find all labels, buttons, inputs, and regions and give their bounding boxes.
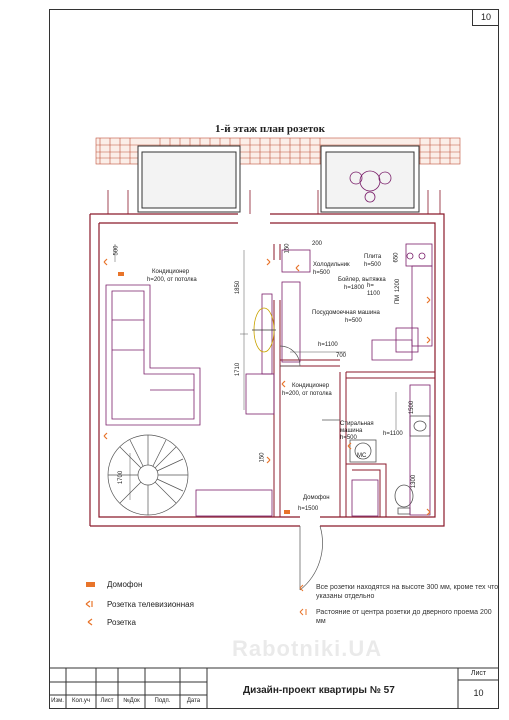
note-socket-height: Все розетки находятся на высоте 300 мм, кроме тех что указаны отдельно bbox=[316, 584, 499, 600]
ac-center-height: h=200, от потолка bbox=[282, 391, 332, 397]
dim-700: 700 bbox=[336, 353, 347, 359]
dim-1200: 1200 bbox=[395, 278, 402, 293]
tv-socket-icon bbox=[86, 601, 92, 607]
kitchen-h1100: h=1100 bbox=[318, 342, 338, 348]
ac-left-label: Кондиционер bbox=[152, 269, 190, 275]
legend-tv-socket-label: Розетка телевизионная bbox=[107, 600, 194, 609]
socket-marks bbox=[104, 259, 430, 515]
dim-1300: 1300 bbox=[411, 474, 418, 489]
dim-1850: 1850 bbox=[235, 280, 242, 295]
dim-200: 200 bbox=[312, 241, 323, 247]
tb-col-podp: Подп. bbox=[154, 698, 171, 704]
washer-label-2: машина bbox=[340, 428, 363, 434]
tb-col-data: Дата bbox=[186, 698, 201, 704]
outer-walls bbox=[90, 190, 444, 526]
pm-label: ПМ bbox=[395, 294, 402, 305]
boiler-height: h=1800 bbox=[344, 285, 365, 291]
project-title: Дизайн-проект квартиры № 57 bbox=[243, 685, 395, 696]
socket-icon bbox=[88, 619, 92, 625]
dishwasher-label: Посудомоечная машина bbox=[312, 310, 380, 316]
kitchen-units bbox=[282, 244, 432, 362]
washer-height: h=500 bbox=[340, 435, 357, 441]
stove-height: h=500 bbox=[364, 262, 381, 268]
dim-500: 500 bbox=[113, 245, 120, 256]
ac-left-height: h=200, от потолка bbox=[147, 277, 197, 283]
dim-1500: 1500 bbox=[409, 400, 416, 415]
fridge-label: Холодильник bbox=[313, 262, 350, 268]
dim-150: 150 bbox=[284, 243, 291, 254]
tv-unit bbox=[246, 294, 276, 414]
tb-col-izm: Изм. bbox=[51, 698, 64, 704]
dim-1700: 1700 bbox=[118, 470, 125, 485]
tb-col-list: Лист bbox=[100, 698, 114, 704]
dishwasher-height: h=500 bbox=[345, 318, 362, 324]
intercom-icon bbox=[86, 582, 95, 587]
fridge-height: h=500 bbox=[313, 270, 330, 276]
bath-h1100: h=1100 bbox=[383, 431, 403, 437]
sheet-number-top: 10 bbox=[472, 9, 499, 26]
stove-label: Плита bbox=[364, 254, 382, 260]
legend-icons bbox=[86, 582, 95, 625]
boiler-label: Бойлер, вытяжка bbox=[338, 277, 386, 283]
note-icons bbox=[300, 585, 306, 615]
hood-h-value: 1100 bbox=[367, 291, 380, 297]
bathroom-fixtures bbox=[350, 385, 430, 515]
dim-1710: 1710 bbox=[235, 362, 242, 377]
tb-sheet-label: Лист bbox=[470, 670, 487, 677]
tb-col-kolvo: Кол.уч bbox=[72, 698, 90, 704]
note-door-distance: Растояние от центра розетки до дверного проема 200 мм bbox=[316, 609, 492, 625]
legend-intercom-label: Домофон bbox=[107, 580, 143, 589]
tb-sheet-number: 10 bbox=[473, 688, 484, 698]
mc-label: МС bbox=[357, 453, 367, 459]
sofa bbox=[106, 285, 200, 425]
tb-col-ndok: №Док bbox=[123, 698, 140, 704]
ac-center-label: Кондиционер bbox=[292, 383, 330, 389]
hood-h-label: h= bbox=[367, 283, 374, 289]
plan-title: 1-й этаж план розеток bbox=[215, 123, 325, 135]
legend-socket-label: Розетка bbox=[107, 618, 136, 627]
intercom-plan-height: h=1500 bbox=[298, 506, 319, 512]
intercom-plan-label: Домофон bbox=[303, 495, 330, 501]
dim-150-b: 150 bbox=[259, 452, 266, 463]
dim-650: 650 bbox=[393, 252, 400, 263]
watermark: Rabotniki.UA bbox=[232, 636, 383, 661]
washer-label: Стиральная bbox=[340, 421, 374, 427]
